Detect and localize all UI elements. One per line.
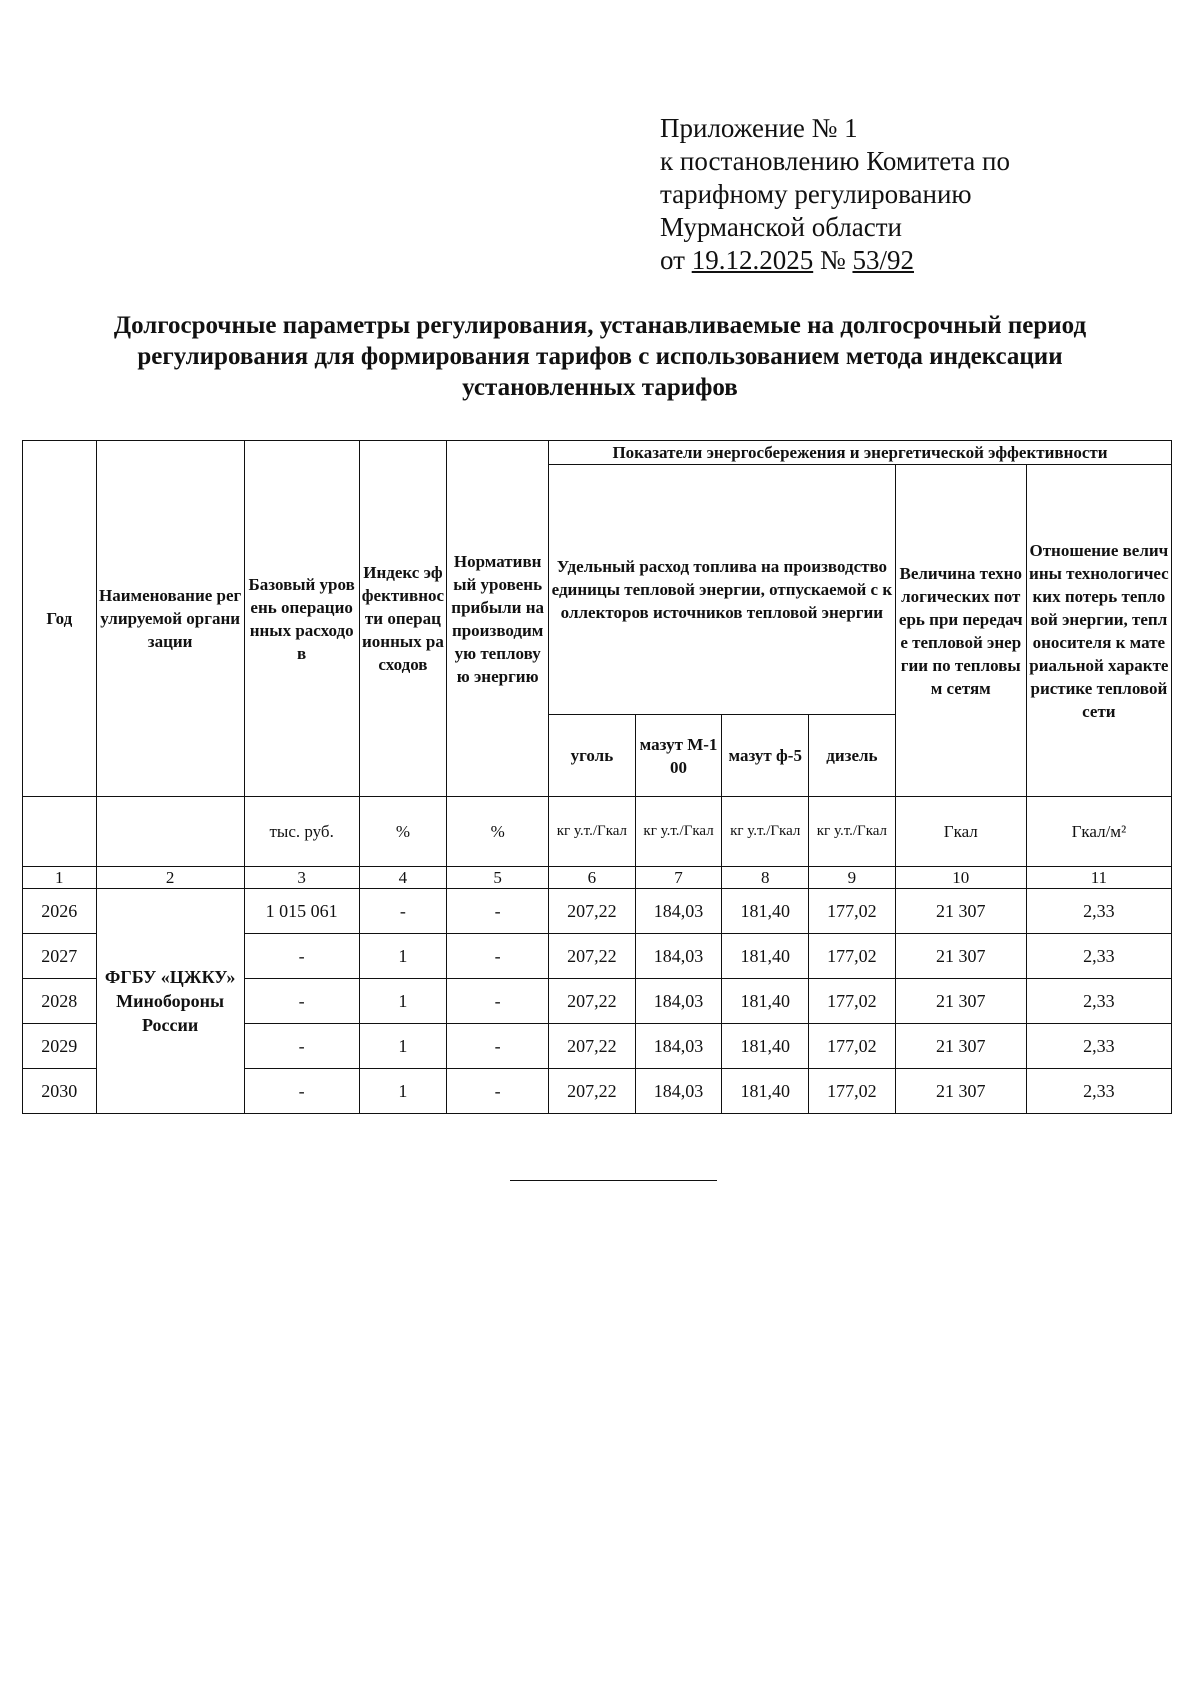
cell-diesel: 177,02 (809, 889, 896, 934)
cell-normative-profit: - (447, 1024, 549, 1069)
header-fuel-consumption: Удельный расход топлива на производство единицы тепловой энергии, отпускаемой с коллекторов источников тепловой энергии (549, 465, 896, 715)
cell-heat-losses: 21 307 (895, 934, 1026, 979)
column-number: 8 (722, 867, 809, 889)
cell-diesel: 177,02 (809, 934, 896, 979)
cell-efficiency-index: 1 (359, 1024, 447, 1069)
date-prefix: от (660, 245, 685, 275)
appendix-line-2: к постановлению Комитета по (660, 146, 1010, 176)
cell-normative-profit: - (447, 889, 549, 934)
cell-fuel-oil-m100: 184,03 (635, 1069, 722, 1114)
cell-coal: 207,22 (549, 1069, 636, 1114)
unit-diesel: кг у.т./Гкал (809, 797, 896, 867)
appendix-line-3: тарифному регулированию (660, 179, 972, 209)
column-number: 7 (635, 867, 722, 889)
cell-base-opex: - (244, 934, 359, 979)
cell-heat-losses: 21 307 (895, 1069, 1026, 1114)
unit-fuel-oil-m100: кг у.т./Гкал (635, 797, 722, 867)
header-coal: уголь (549, 715, 636, 797)
appendix-line-4: Мурманской области (660, 212, 902, 242)
column-number: 3 (244, 867, 359, 889)
cell-base-opex: 1 015 061 (244, 889, 359, 934)
column-number: 10 (895, 867, 1026, 889)
column-number: 4 (359, 867, 447, 889)
signature-separator-line (510, 1180, 717, 1181)
header-organization: Наименование регулируемой организации (96, 441, 244, 797)
cell-coal: 207,22 (549, 1024, 636, 1069)
cell-fuel-oil-m100: 184,03 (635, 889, 722, 934)
column-number: 5 (447, 867, 549, 889)
header-fuel-oil-f5: мазут ф-5 (722, 715, 809, 797)
appendix-line-1: Приложение № 1 (660, 113, 858, 143)
cell-year: 2027 (23, 934, 97, 979)
decree-number: 53/92 (852, 245, 914, 275)
cell-coal: 207,22 (549, 889, 636, 934)
cell-efficiency-index: 1 (359, 934, 447, 979)
column-number: 1 (23, 867, 97, 889)
header-heat-losses: Величина технологических потерь при передаче тепловой энергии по тепловым сетям (895, 465, 1026, 797)
header-year: Год (23, 441, 97, 797)
cell-heat-losses: 21 307 (895, 1024, 1026, 1069)
cell-base-opex: - (244, 979, 359, 1024)
cell-diesel: 177,02 (809, 979, 896, 1024)
unit-fuel-oil-f5: кг у.т./Гкал (722, 797, 809, 867)
header-efficiency-index: Индекс эффективности операционных расходов (359, 441, 447, 797)
parameters-table (22, 440, 1172, 1114)
cell-normative-profit: - (447, 979, 549, 1024)
cell-loss-ratio: 2,33 (1026, 1069, 1171, 1114)
cell-base-opex: - (244, 1024, 359, 1069)
header-fuel-oil-m100: мазут М-100 (635, 715, 722, 797)
cell-loss-ratio: 2,33 (1026, 979, 1171, 1024)
appendix-block (660, 112, 1100, 277)
cell-year: 2030 (23, 1069, 97, 1114)
header-energy-efficiency-group: Показатели энергосбережения и энергетической эффективности (549, 441, 1172, 465)
cell-fuel-oil-f5: 181,40 (722, 934, 809, 979)
cell-fuel-oil-f5: 181,40 (722, 1069, 809, 1114)
cell-efficiency-index: 1 (359, 979, 447, 1024)
cell-diesel: 177,02 (809, 1069, 896, 1114)
organization-name: ФГБУ «ЦЖКУ» Минобороны России (96, 889, 244, 1114)
cell-loss-ratio: 2,33 (1026, 934, 1171, 979)
document-title: Долгосрочные параметры регулирования, устанавливаемые на долгосрочный период регулирования для формирования тарифов с использованием метода индексации установленных тарифов (113, 312, 1087, 401)
cell-fuel-oil-m100: 184,03 (635, 979, 722, 1024)
cell-heat-losses: 21 307 (895, 979, 1026, 1024)
cell-coal: 207,22 (549, 934, 636, 979)
number-sign: № (819, 245, 846, 275)
cell-diesel: 177,02 (809, 1024, 896, 1069)
unit-efficiency-index: % (359, 797, 447, 867)
unit-normative-profit: % (447, 797, 549, 867)
column-number: 6 (549, 867, 636, 889)
appendix-date-line (660, 244, 1100, 277)
header-loss-ratio: Отношение величины технологических потерь тепловой энергии, теплоносителя к материальной характеристике тепловой сети (1026, 465, 1171, 797)
cell-fuel-oil-m100: 184,03 (635, 934, 722, 979)
unit-loss-ratio: Гкал/м² (1026, 797, 1171, 867)
cell-year: 2029 (23, 1024, 97, 1069)
cell-efficiency-index: - (359, 889, 447, 934)
cell-coal: 207,22 (549, 979, 636, 1024)
cell-year: 2028 (23, 979, 97, 1024)
cell-loss-ratio: 2,33 (1026, 1024, 1171, 1069)
column-number: 2 (96, 867, 244, 889)
cell-fuel-oil-m100: 184,03 (635, 1024, 722, 1069)
header-base-opex: Базовый уровень операционных расходов (244, 441, 359, 797)
unit-base-opex: тыс. руб. (244, 797, 359, 867)
unit-org-empty (96, 797, 244, 867)
cell-fuel-oil-f5: 181,40 (722, 979, 809, 1024)
cell-fuel-oil-f5: 181,40 (722, 1024, 809, 1069)
cell-loss-ratio: 2,33 (1026, 889, 1171, 934)
column-number: 11 (1026, 867, 1171, 889)
cell-normative-profit: - (447, 1069, 549, 1114)
cell-fuel-oil-f5: 181,40 (722, 889, 809, 934)
cell-heat-losses: 21 307 (895, 889, 1026, 934)
cell-efficiency-index: 1 (359, 1069, 447, 1114)
table-row (23, 889, 1172, 934)
decree-date: 19.12.2025 (691, 245, 814, 275)
header-diesel: дизель (809, 715, 896, 797)
cell-base-opex: - (244, 1069, 359, 1114)
cell-year: 2026 (23, 889, 97, 934)
column-number: 9 (809, 867, 896, 889)
cell-normative-profit: - (447, 934, 549, 979)
unit-heat-losses: Гкал (895, 797, 1026, 867)
unit-coal: кг у.т./Гкал (549, 797, 636, 867)
header-normative-profit: Нормативный уровень прибыли на производимую тепловую энергию (447, 441, 549, 797)
unit-year-empty (23, 797, 97, 867)
